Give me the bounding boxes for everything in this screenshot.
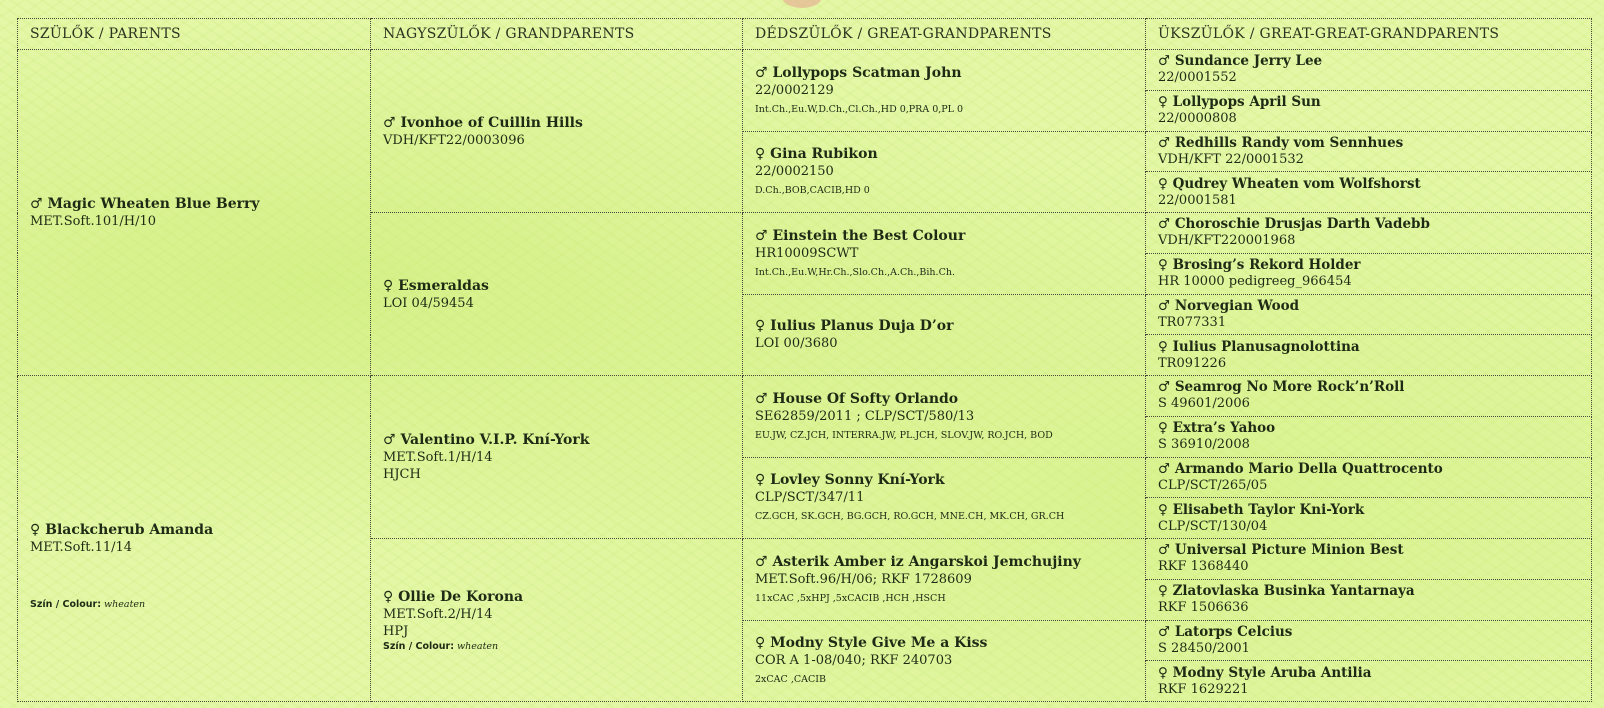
great-grandparent-name: ♂ Einstein the Best Colour: [755, 227, 966, 244]
female-symbol-icon: ♀: [755, 472, 766, 489]
ggg-reg: HR 10000 pedigreeg_966454: [1158, 274, 1352, 290]
male-symbol-icon: ♂: [1158, 623, 1171, 640]
ggg-reg: S 36910/2008: [1158, 437, 1250, 453]
male-symbol-icon: ♂: [1158, 134, 1171, 151]
great-grandparent-titles: CZ.GCH, SK.GCH, BG.GCH, RO.GCH, MNE.CH, MK.CH, GR.CH: [755, 511, 1065, 523]
header-great-great-grandparents: ÜKSZÜLŐK / GREAT-GREAT-GRANDPARENTS: [1146, 19, 1592, 50]
ggg-name: ♀ Iulius Planusagnolottina: [1158, 338, 1360, 355]
great-grandparent-name: ♂ Lollypops Scatman John: [755, 64, 962, 81]
male-symbol-icon: ♂: [1158, 297, 1171, 314]
ggg-reg: CLP/SCT/130/04: [1158, 518, 1268, 534]
ggg-name: ♂ Armando Mario Della Quattrocento: [1158, 460, 1443, 477]
male-symbol-icon: ♂: [755, 390, 768, 407]
grandparent-name: ♂ Ivonhoe of Cuillin Hills: [383, 114, 583, 131]
male-symbol-icon: ♂: [383, 114, 396, 131]
grandparent-name: ♀ Esmeraldas: [383, 277, 489, 294]
parent-sire-cell: [18, 50, 371, 376]
great-grandparent-cell-1: [743, 50, 1146, 132]
great-grandparent-reg: COR A 1-08/040; RKF 240703: [755, 653, 953, 669]
header-great-grandparents: DÉDSZÜLŐK / GREAT-GRANDPARENTS: [743, 19, 1146, 50]
male-symbol-icon: ♂: [1158, 460, 1171, 477]
ggg-cell-7: [1146, 294, 1592, 335]
female-symbol-icon: ♀: [1158, 94, 1168, 111]
ggg-reg: RKF 1506636: [1158, 600, 1249, 616]
great-grandparent-cell-4: [743, 294, 1146, 376]
great-grandparent-reg: HR10009SCWT: [755, 245, 859, 261]
grandparent-reg: MET.Soft.2/H/14: [383, 606, 493, 622]
great-grandparent-titles: 2xCAC ,CACIB: [755, 674, 826, 686]
ggg-name: ♂ Redhills Randy vom Sennhues: [1158, 134, 1404, 151]
male-symbol-icon: ♂: [755, 64, 768, 81]
great-grandparent-reg: 22/0002129: [755, 82, 834, 98]
ggg-reg: 22/0001552: [1158, 70, 1237, 86]
female-symbol-icon: ♀: [1158, 501, 1168, 518]
female-symbol-icon: ♀: [755, 635, 766, 652]
ggg-name: ♀ Modny Style Aruba Antilia: [1158, 664, 1372, 681]
ggg-name: ♀ Zlatovlaska Businka Yantarnaya: [1158, 583, 1415, 600]
grandparent-name: ♂ Valentino V.I.P. Kní-York: [383, 432, 590, 448]
ggg-reg: 22/0001581: [1158, 192, 1237, 208]
male-symbol-icon: ♂: [1158, 379, 1171, 396]
grandparent-extra: HPJ: [383, 623, 409, 639]
great-grandparent-name: ♂ House Of Softy Orlando: [755, 390, 959, 407]
ggg-name: ♂ Norvegian Wood: [1158, 297, 1300, 314]
great-grandparent-name: ♀ Iulius Planus Duja D’or: [755, 318, 954, 335]
great-grandparent-titles: EU.JW, CZ.JCH, INTERRA.JW, PL.JCH, SLOV.JW, RO.JCH, BOD: [755, 429, 1053, 441]
parent-sire-name: ♂ Magic Wheaten Blue Berry: [30, 196, 260, 212]
ggg-cell-6: [1146, 253, 1592, 294]
ggg-reg: RKF 1629221: [1158, 681, 1249, 697]
great-grandparent-cell-7: [743, 539, 1146, 621]
grandparent-cell-2: [371, 213, 743, 376]
ggg-name: ♂ Latorps Celcius: [1158, 623, 1293, 640]
ggg-reg: RKF 1368440: [1158, 559, 1249, 575]
ggg-cell-13: [1146, 539, 1592, 580]
parent-sire-reg: MET.Soft.101/H/10: [30, 214, 157, 229]
grandparent-extra: HJCH: [383, 467, 421, 482]
top-decoration: [782, 0, 822, 8]
ggg-cell-15: [1146, 620, 1592, 661]
great-grandparent-reg: SE62859/2011 ; CLP/SCT/580/13: [755, 408, 975, 424]
ggg-cell-1: [1146, 50, 1592, 91]
grandparent-cell-4: [371, 539, 743, 702]
grandparent-cell-3: [371, 376, 743, 539]
parent-dam-reg: MET.Soft.11/14: [30, 539, 133, 555]
great-grandparent-reg: 22/0002150: [755, 164, 834, 180]
grandparent-reg: LOI 04/59454: [383, 295, 474, 311]
header-row: [18, 19, 1592, 50]
ggg-cell-12: [1146, 498, 1592, 539]
female-symbol-icon: ♀: [1158, 583, 1168, 600]
great-grandparent-cell-2: [743, 131, 1146, 213]
male-symbol-icon: ♂: [383, 432, 396, 448]
grandparent-reg: MET.Soft.1/H/14: [383, 450, 493, 465]
great-grandparent-reg: CLP/SCT/347/11: [755, 490, 865, 506]
parent-dam-cell: [18, 376, 371, 702]
ggg-cell-2: [1146, 90, 1592, 131]
female-symbol-icon: ♀: [383, 277, 394, 294]
ggg-cell-11: [1146, 457, 1592, 498]
female-symbol-icon: ♀: [755, 146, 766, 163]
ggg-reg: TR091226: [1158, 355, 1227, 371]
ggg-cell-8: [1146, 335, 1592, 376]
male-symbol-icon: ♂: [755, 227, 768, 244]
great-grandparent-name: ♀ Lovley Sonny Kní-York: [755, 472, 945, 489]
ggg-reg: VDH/KFT220001968: [1158, 233, 1296, 249]
ggg-cell-3: [1146, 131, 1592, 172]
header-parents: SZÜLŐK / PARENTS: [18, 19, 371, 50]
ggg-reg: 22/0000808: [1158, 111, 1237, 127]
parent-dam-name: ♀ Blackcherub Amanda: [30, 521, 214, 538]
ggg-name: ♀ Lollypops April Sun: [1158, 94, 1321, 111]
ggg-reg: S 49601/2006: [1158, 396, 1250, 412]
ggg-name: ♂ Choroschie Drusjas Darth Vadebb: [1158, 216, 1430, 233]
great-grandparent-name: ♂ Asterik Amber iz Angarskoi Jemchujiny: [755, 553, 1081, 570]
ggg-name: ♀ Qudrey Wheaten vom Wolfshorst: [1158, 175, 1421, 192]
ggg-name: ♂ Seamrog No More Rock’n’Roll: [1158, 379, 1405, 396]
ggg-cell-16: [1146, 661, 1592, 702]
female-symbol-icon: ♀: [383, 588, 394, 605]
female-symbol-icon: ♀: [1158, 338, 1168, 355]
great-grandparent-name: ♀ Modny Style Give Me a Kiss: [755, 635, 988, 652]
great-grandparent-titles: Int.Ch.,Eu.W,D.Ch.,Cl.Ch.,HD 0,PRA 0,PL 0: [755, 103, 964, 115]
ggg-cell-14: [1146, 579, 1592, 620]
great-grandparent-cell-3: [743, 213, 1146, 295]
grandparent-colour: Szín / Colour: wheaten: [383, 640, 499, 652]
ggg-name: ♀ Brosing’s Rekord Holder: [1158, 257, 1361, 274]
female-symbol-icon: ♀: [755, 318, 766, 335]
female-symbol-icon: ♀: [1158, 257, 1168, 274]
male-symbol-icon: ♂: [755, 553, 768, 570]
grandparent-cell-1: [371, 50, 743, 213]
great-grandparent-titles: Int.Ch.,Eu.W,Hr.Ch.,Slo.Ch.,A.Ch.,Bih.Ch.: [755, 266, 955, 278]
grandparent-reg: VDH/KFT22/0003096: [383, 132, 525, 148]
parent-dam-colour: Szín / Colour: wheaten: [30, 598, 146, 610]
male-symbol-icon: ♂: [1158, 53, 1171, 70]
male-symbol-icon: ♂: [1158, 542, 1171, 559]
female-symbol-icon: ♀: [1158, 664, 1168, 681]
great-grandparent-reg: LOI 00/3680: [755, 336, 838, 352]
ggg-reg: S 28450/2001: [1158, 640, 1250, 656]
male-symbol-icon: ♂: [1158, 216, 1171, 233]
ggg-name: ♂ Sundance Jerry Lee: [1158, 53, 1323, 70]
great-grandparent-name: ♀ Gina Rubikon: [755, 146, 878, 163]
ggg-cell-10: [1146, 416, 1592, 457]
ggg-name: ♀ Extra’s Yahoo: [1158, 420, 1276, 437]
ggg-reg: VDH/KFT 22/0001532: [1158, 151, 1304, 167]
header-grandparents: NAGYSZÜLŐK / GRANDPARENTS: [371, 19, 743, 50]
grandparent-name: ♀ Ollie De Korona: [383, 588, 524, 605]
ggg-cell-5: [1146, 213, 1592, 254]
great-grandparent-cell-8: [743, 620, 1146, 702]
great-grandparent-cell-6: [743, 457, 1146, 539]
great-grandparent-titles: D.Ch.,BOB,CACIB,HD 0: [755, 185, 870, 197]
male-symbol-icon: ♂: [30, 196, 43, 212]
ggg-cell-9: [1146, 376, 1592, 417]
ggg-reg: CLP/SCT/265/05: [1158, 477, 1268, 493]
pedigree-table: [17, 18, 1592, 702]
ggg-name: ♂ Universal Picture Minion Best: [1158, 542, 1404, 559]
great-grandparent-reg: MET.Soft.96/H/06; RKF 1728609: [755, 571, 972, 587]
ggg-reg: TR077331: [1158, 314, 1227, 330]
great-grandparent-titles: 11xCAC ,5xHPJ ,5xCACIB ,HCH ,HSCH: [755, 592, 946, 604]
female-symbol-icon: ♀: [1158, 175, 1168, 192]
female-symbol-icon: ♀: [30, 521, 41, 538]
female-symbol-icon: ♀: [1158, 420, 1168, 437]
ggg-name: ♀ Elisabeth Taylor Kni-York: [1158, 501, 1365, 518]
ggg-cell-4: [1146, 172, 1592, 213]
great-grandparent-cell-5: [743, 376, 1146, 458]
